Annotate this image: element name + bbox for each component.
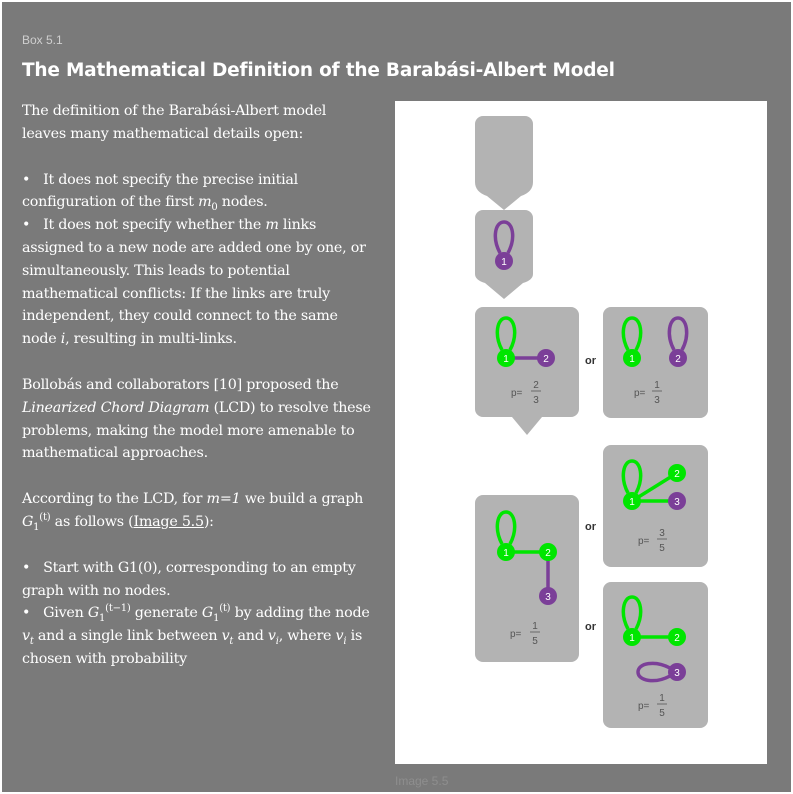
node-label: 3 (674, 668, 680, 679)
prob-label: p= (511, 388, 523, 399)
intro-paragraph: The definition of the Barabási-Albert model leaves many mathematical details open: (22, 103, 327, 142)
panel-stage-3b (603, 445, 708, 567)
panel-stage-3c (603, 582, 708, 728)
prob-label: p= (638, 536, 650, 547)
box-body (22, 100, 372, 671)
panel-empty (475, 116, 533, 210)
lcd-diagram (395, 101, 767, 764)
prob-den: 3 (654, 395, 660, 406)
node-label: 1 (629, 633, 635, 644)
prob-num: 2 (533, 380, 539, 391)
lcd-paragraph: Bollobás and collaborators [10] proposed the Linearized Chord Diagram (LCD) to resolve these problems, making the model more amenable to mathematical approaches. (22, 376, 371, 462)
bullet-start: • Start with G1(0), corresponding to an empty graph with no nodes. (22, 559, 356, 599)
node-label: 3 (674, 497, 680, 508)
prob-num: 1 (654, 380, 660, 391)
node-label: 1 (501, 257, 507, 268)
node-label: 2 (675, 354, 681, 365)
bullet-links-order: • It does not specify whether the m links assigned to a new node are added one by one, or simultaneously. This leads to potential mathematical conflicts: If the links are truly independent, they could connect to the same node i, resulting in multi-links. (22, 217, 366, 348)
prob-den: 5 (532, 636, 538, 647)
bullet-initial-config: • It does not specify the precise initial configuration of the first $m_0$ nodes. (22, 171, 299, 214)
prob-num: 1 (532, 621, 538, 632)
prob-label: p= (638, 701, 650, 712)
figure-caption: Image 5.5 (395, 774, 449, 788)
prob-label: p= (634, 388, 646, 399)
image-link[interactable]: Image 5.5 (133, 513, 204, 530)
or-label: or (585, 355, 596, 367)
node-label: 3 (545, 592, 551, 603)
node-label: 2 (674, 633, 680, 644)
prob-den: 3 (533, 395, 539, 406)
lcd-construction-paragraph: According to the LCD, for m=1 we build a graph $G_1^{(t)}$ as follows (Image 5.5): (22, 491, 364, 533)
node-label: 1 (629, 497, 635, 508)
prob-num: 1 (659, 693, 665, 704)
box-label: Box 5.1 (22, 33, 63, 47)
or-label: or (585, 521, 596, 533)
box-title: The Mathematical Definition of the Barabási-Albert Model (22, 60, 615, 81)
node-label: 2 (543, 354, 549, 365)
or-label: or (585, 621, 596, 633)
prob-den: 5 (659, 543, 665, 554)
node-label: 1 (503, 354, 509, 365)
prob-label: p= (510, 629, 522, 640)
bullet-generate: • Given $G_1^{(t-1)}$ generate $G_1^{(t)}$ by adding the node $v_t$ and a single link between $v_t$ and $v_i$, where $v_i$ is chosen with probability (22, 603, 370, 667)
panel-stage-3a (475, 495, 579, 662)
node-label: 2 (545, 548, 551, 559)
lcd-figure (395, 101, 767, 764)
panel-stage-2a (475, 307, 579, 435)
prob-den: 5 (659, 708, 665, 719)
node-label: 2 (674, 469, 680, 480)
prob-num: 3 (659, 528, 665, 539)
node-label: 1 (503, 548, 509, 559)
node-label: 1 (629, 354, 635, 365)
